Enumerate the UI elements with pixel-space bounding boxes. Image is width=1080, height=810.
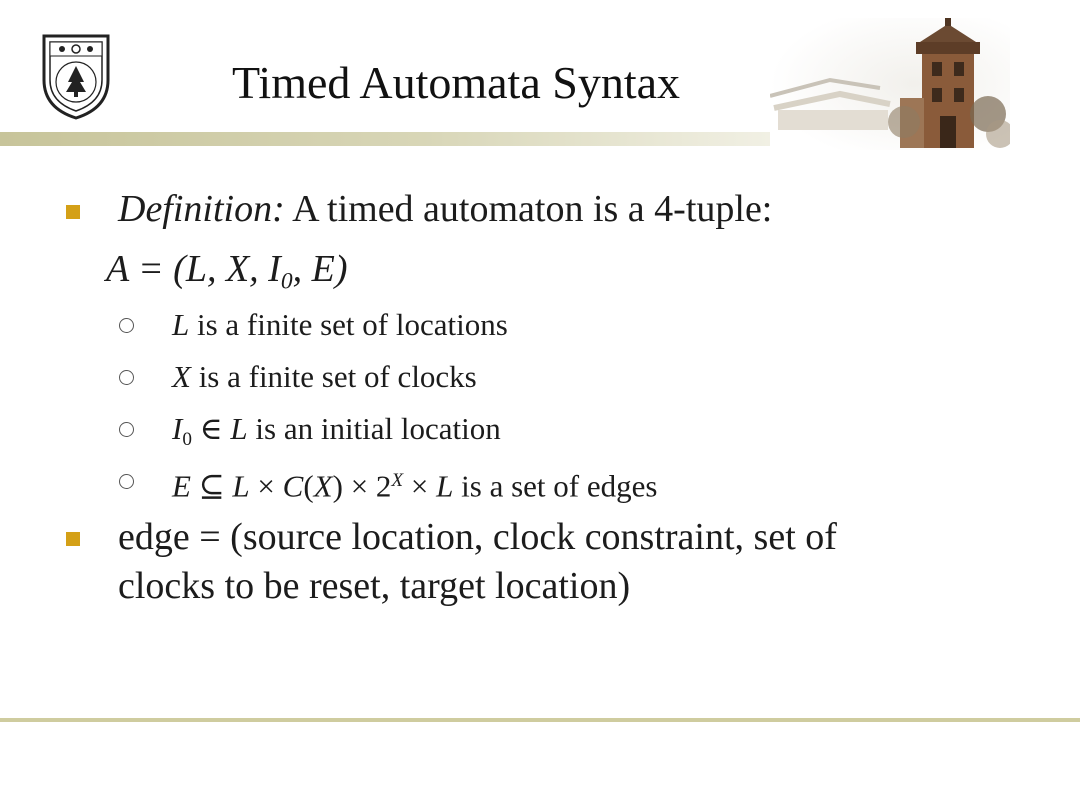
footer-divider [0, 718, 1080, 722]
list-item [172, 462, 657, 506]
tuple-subscript: 0 [280, 268, 293, 295]
circle-bullet-icon [119, 370, 134, 385]
circle-bullet-icon [119, 422, 134, 437]
header-divider [0, 132, 770, 146]
item-text: is a finite set of clocks [190, 359, 477, 394]
item-symbol: L [436, 468, 454, 504]
list-item [172, 358, 477, 396]
item-symbol: I [172, 411, 183, 446]
item-text: is a finite set of locations [189, 307, 508, 342]
list-item [172, 410, 501, 459]
item-symbol: X [172, 359, 191, 394]
item-symbol: C [282, 468, 304, 504]
item-symbol: L [232, 468, 250, 504]
edge-line-2: clocks to be reset, target location) [118, 565, 631, 607]
item-symbol: X [313, 468, 333, 504]
definition-text: A timed automaton is a 4-tuple: [284, 188, 773, 230]
item-subscript: 0 [182, 429, 192, 451]
item-superscript: X [391, 470, 404, 491]
item-operator: ∈ [191, 411, 231, 446]
item-operator: × 2 [342, 468, 392, 504]
item-text: is an initial location [247, 411, 501, 446]
tuple-prefix: A = (L, X, I [106, 248, 281, 290]
item-operator: × [403, 468, 437, 504]
item-symbol: L [230, 411, 248, 446]
slide-title: Timed Automata Syntax [231, 57, 681, 108]
circle-bullet-icon [119, 474, 134, 489]
tuple-line [106, 246, 347, 305]
item-operator: ⊆ [190, 468, 233, 504]
definition-line [118, 186, 772, 232]
edge-line-1: edge = (source location, clock constraint, set of [118, 516, 837, 558]
item-symbol: L [172, 307, 190, 342]
item-operator: × [249, 468, 283, 504]
list-item [172, 306, 508, 344]
square-bullet-icon [66, 205, 80, 219]
circle-bullet-icon [119, 318, 134, 333]
item-paren: ) [332, 468, 343, 504]
definition-lead: Definition: [118, 188, 285, 230]
square-bullet-icon [66, 532, 80, 546]
item-symbol: E [172, 468, 191, 504]
tuple-suffix: , E) [292, 248, 348, 290]
item-paren: ( [303, 468, 314, 504]
item-text: is a set of edges [453, 468, 658, 504]
campus-tower-building-image [770, 18, 1010, 150]
